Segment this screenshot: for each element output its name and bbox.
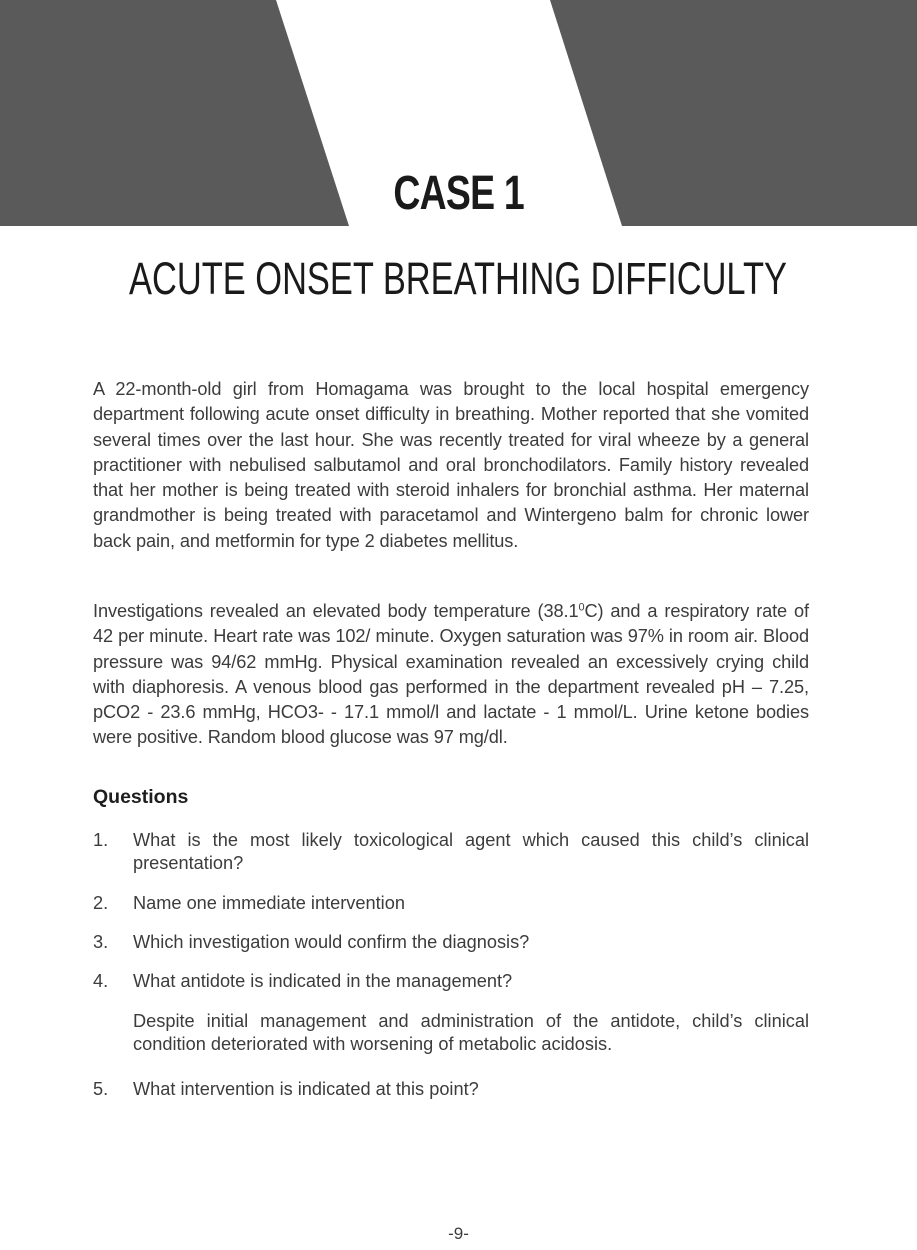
question-text: Name one immediate intervention	[133, 893, 405, 913]
question-text: Which investigation would confirm the diagnosis?	[133, 932, 530, 952]
case-title: ACUTE ONSET BREATHING DIFFICULTY	[129, 253, 788, 304]
question-context-note: Despite initial management and administration of the antidote, child’s clinical condition deteriorated with worsening of metabolic acidosis.	[133, 1011, 809, 1054]
case-number-label: CASE 1	[393, 167, 524, 220]
question-text: What intervention is indicated at this point?	[133, 1079, 479, 1099]
case-description-paragraph: A 22-month-old girl from Homagama was brought to the local hospital emergency department following acute onset difficulty in breathing. Mother reported that she vomited several times over the last hour. She was recently treated for viral wheeze by a general practitioner with nebulised salbutamol and oral bronchodilators. Family history revealed that her mother is being treated with steroid inhalers for bronchial asthma. Her maternal grandmother is being treated with paracetamol and Wintergeno balm for chronic lower back pain, and metformin for type 2 diabetes mellitus.	[93, 379, 809, 551]
investigations-text-start: Investigations revealed an elevated body temperature (38.1	[93, 601, 579, 621]
investigations-text-rest: C) and a respiratory rate of 42 per minute. Heart rate was 102/ minute. Oxygen saturation was 97% in room air. Blood pressure was 94/62 mmHg. Physical examination revealed an excessively crying child with diaphoresis. A venous blood gas performed in the department revealed pH – 7.25, pCO2 - 23.6 mmHg, HCO3- - 17.1 mmol/l and lactate - 1 mmol/L. Urine ketone bodies were positive. Random blood glucose was 97 mg/dl.	[93, 601, 809, 748]
question-text: What antidote is indicated in the management?	[133, 971, 513, 991]
question-number: 5.	[93, 1079, 109, 1099]
question-text: What is the most likely toxicological agent which caused this child’s clinical presentation?	[133, 830, 809, 873]
page-number: -9-	[448, 1224, 469, 1243]
question-number: 1.	[93, 830, 109, 850]
question-number: 2.	[93, 893, 109, 913]
investigations-paragraph	[93, 599, 809, 751]
degree-superscript: 0	[578, 601, 585, 614]
questions-heading: Questions	[93, 786, 189, 808]
question-number: 4.	[93, 971, 109, 991]
question-number: 3.	[93, 932, 109, 952]
